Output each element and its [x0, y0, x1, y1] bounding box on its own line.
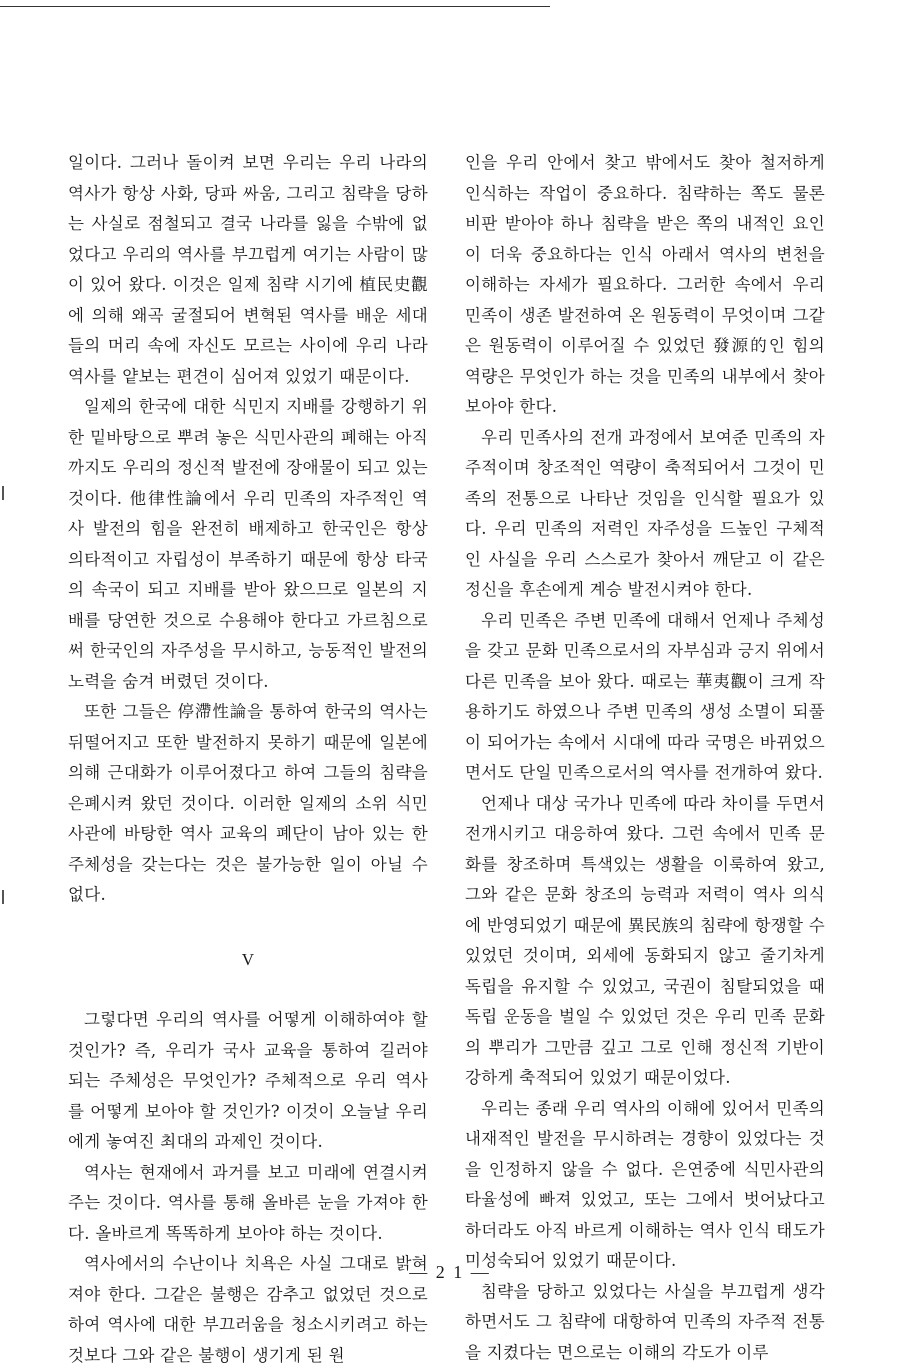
paragraph: 일이다. 그러나 돌이켜 보면 우리는 우리 나라의 역사가 항상 사화, 당파 싸움, 그리고 침략을 당하는 사실로 점철되고 결국 나라를 잃을 수밖에 없었다고 우리의 역사를 부끄럽게 여기는 사람이 많이 있어 왔다. 이것은 일제 침략 시기에 植民史觀에 의해 왜곡 굴절되어 변혁된 역사를 배운 세대들의 머리 속에 자신도 모르는 사이에 우리 나라 역사를 얕보는 편견이 심어져 있었기 때문이다. — [68, 153, 428, 386]
paragraph: 그렇다면 우리의 역사를 어떻게 이해하여야 할 것인가? 즉, 우리가 국사 교육을 통하여 길러야 되는 주체성은 무엇인가? 주체적으로 우리 역사를 어떻게 보아야 할 것인가? 이것이 오늘날 우리에게 놓여진 최대의 과제인 것이다. — [68, 1010, 428, 1151]
top-rule — [0, 6, 550, 7]
section-heading: V — [241, 949, 255, 969]
paragraph: 또한 그들은 停滯性論을 통하여 한국의 역사는 뒤떨어지고 또한 발전하지 못하기 때문에 일본에 의해 근대화가 이루어졌다고 하여 그들의 침략을 은폐시켜 왔던 것이다. 이러한 일제의 소위 식민사관에 바탕한 역사 교육의 폐단이 남아 있는 한 주체성을 갖는다는 것은 불가능한 일이 아닐 수 없다. — [68, 702, 428, 904]
paragraph: 우리 민족은 주변 민족에 대해서 언제나 주체성을 갖고 문화 민족으로서의 자부심과 긍지 위에서 다른 민족을 보아 왔다. 때로는 華夷觀이 크게 작용하기도 하였으나 주변 민족의 생성 소멸이 되풀이 되어가는 속에서 시대에 따라 국명은 바뀌었으면서도 단일 민족으로서의 역사를 전개하여 왔다. — [465, 610, 825, 782]
paragraph: 우리 민족사의 전개 과정에서 보여준 민족의 자주적이며 창조적인 역량이 축적되어서 그것이 민족의 전통으로 나타난 것임을 인식할 필요가 있다. 우리 민족의 저력인 자주성을 드높인 구체적인 사실을 우리 스스로가 찾아서 깨닫고 이 같은 정신을 후손에게 계승 발전시켜야 한다. — [465, 427, 825, 599]
paragraph: 침략을 당하고 있었다는 사실을 부끄럽게 생각하면서도 그 침략에 대항하여 민족의 자주적 전통을 지켰다는 면으로는 이해의 각도가 이루 — [465, 1281, 825, 1362]
page-number: — 2 1 — — [409, 1262, 491, 1282]
paragraph: 역사에서의 수난이나 치욕은 사실 그대로 밝혀져야 한다. 그같은 불행은 감추고 없었던 것으로 하여 역사에 대한 부끄러움을 청소시키려고 하는 것보다 그와 같은 불행이 생기게 된 원 — [68, 1254, 428, 1365]
paragraph: 언제나 대상 국가나 민족에 따라 차이를 두면서 전개시키고 대응하여 왔다. 그런 속에서 민족 문화를 창조하며 특색있는 생활을 이룩하여 왔고, 그와 같은 문화 창조의 능력과 저력이 역사 의식에 반영되었기 때문에 異民族의 침략에 항쟁할 수 있었던 것이며, 외세에 동화되지 않고 줄기차게 독립을 유지할 수 있었고, 국권이 침탈되었을 때 독립 운동을 벌일 수 있었던 것은 우리 민족 문화의 뿌리가 그만큼 깊고 그로 인해 정신적 기반이 강하게 축적되어 있었기 때문이었다. — [465, 793, 825, 1087]
paragraph: 인을 우리 안에서 찾고 밖에서도 찾아 철저하게 인식하는 작업이 중요하다. 침략하는 쪽도 물론 비판 받아야 하나 침략을 받은 쪽의 내적인 요인이 더욱 중요하다는 인식 아래서 역사의 변천을 이해하는 자세가 필요하다. 그러한 속에서 우리 민족이 생존 발전하여 온 원동력이 무엇이며 그같은 원동력이 이루어질 수 있었던 發源的인 힘의 역량은 무엇인가 하는 것을 민족의 내부에서 찾아 보아야 한다. — [465, 153, 825, 416]
left-column — [68, 148, 428, 1371]
paragraph: 우리는 종래 우리 역사의 이해에 있어서 민족의 내재적인 발전을 무시하려는 경향이 있었다는 것을 인정하지 않을 수 없다. 은연중에 식민사관의 타율성에 빠져 있었고, 또는 그에서 벗어났다고 하더라도 아직 바르게 이해하는 역사 인식 태도가 미성숙되어 있었기 때문이다. — [465, 1098, 825, 1270]
margin-mark — [2, 486, 4, 500]
margin-mark — [2, 890, 4, 904]
right-column — [465, 148, 825, 1368]
paragraph: 역사는 현재에서 과거를 보고 미래에 연결시켜 주는 것이다. 역사를 통해 올바른 눈을 가져야 한다. 올바르게 똑똑하게 보아야 하는 것이다. — [68, 1162, 428, 1243]
paragraph: 일제의 한국에 대한 식민지 지배를 강행하기 위한 밑바탕으로 뿌려 놓은 식민사관의 폐해는 아직까지도 우리의 정신적 발전에 장애물이 되고 있는 것이다. 他律性論에서 우리 민족의 자주적인 역사 발전의 힘을 완전히 배제하고 한국인은 항상 의타적이고 자립성이 부족하기 때문에 항상 타국의 속국이 되고 지배를 받아 왔으므로 일본의 지배를 당연한 것으로 수용해야 한다고 가르침으로써 한국인의 자주성을 무시하고, 능동적인 발전의 노력을 숨겨 버렸던 것이다. — [68, 397, 428, 691]
